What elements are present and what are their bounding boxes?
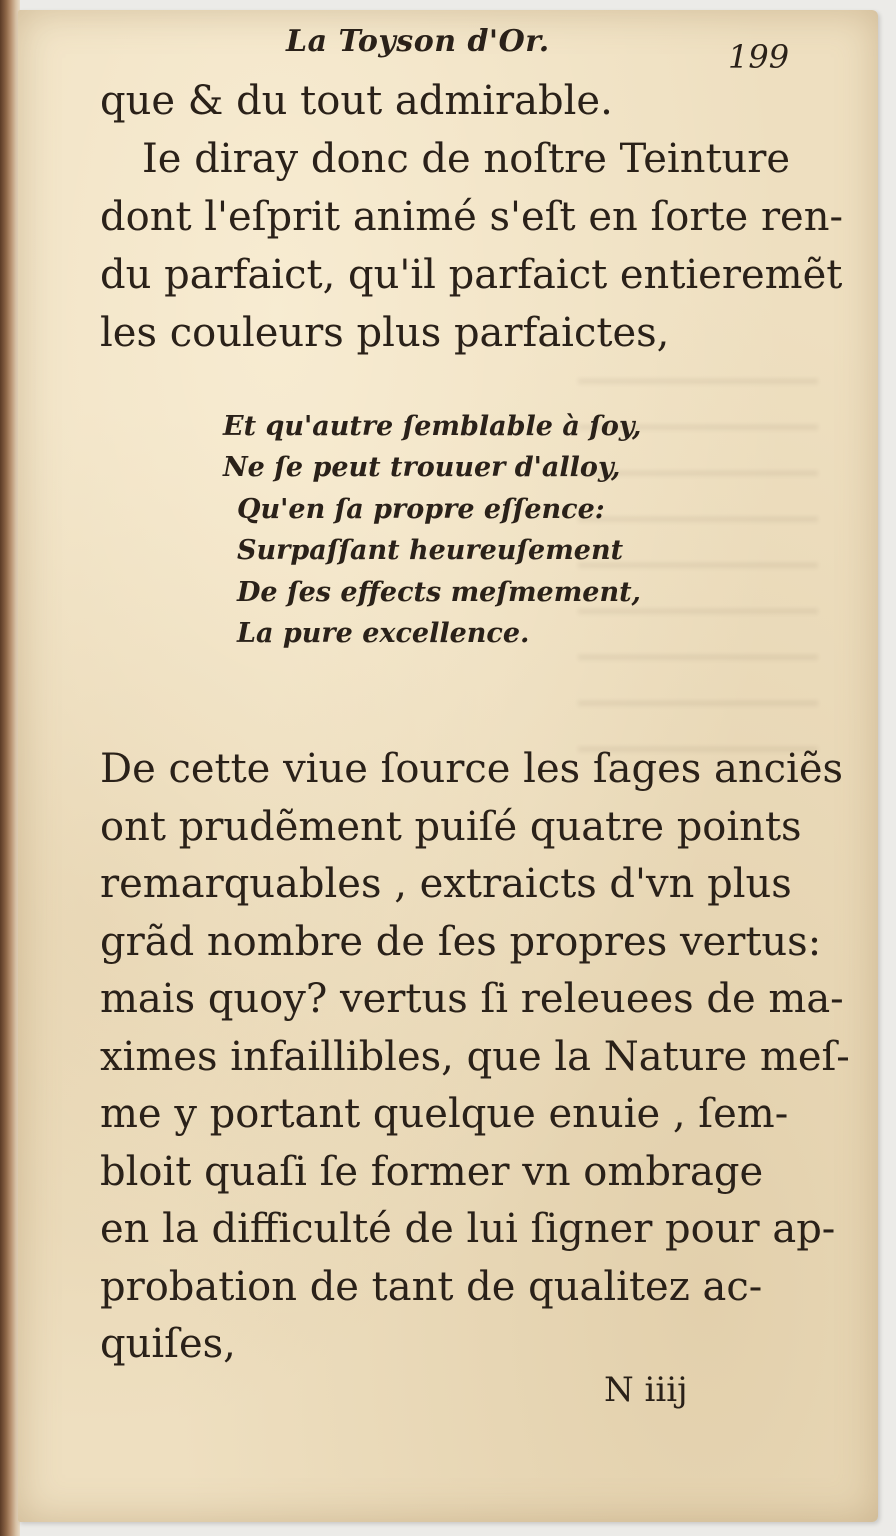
text-line: du parfaict, qu'il parfaict entieremẽt: [100, 252, 843, 298]
text-line: ximes infaillibles, que la Nature meſ-: [100, 1033, 850, 1080]
signature-mark: N iiij: [604, 1370, 688, 1410]
text-line: dont l'eſprit animé s'eſt en ſorte ren-: [100, 194, 844, 240]
book-cover-edge: [0, 0, 20, 1536]
text-line: Ie diray donc de noſtre Teinture: [142, 136, 791, 182]
text-line: me y portant quelque enuie , ſem-: [100, 1091, 789, 1137]
verse-line: La pure excellence.: [237, 617, 530, 649]
verse-line: De ſes effects meſmement,: [237, 576, 641, 608]
text-line: quiſes,: [100, 1321, 236, 1367]
text-line: que & du tout admirable.: [100, 78, 613, 124]
verse-stanza: [223, 406, 641, 654]
verse-line: Qu'en ſa propre eſſence:: [237, 493, 605, 525]
text-line: remarquables , extraicts d'vn plus: [100, 861, 792, 907]
text-line: ont prudẽment puiſé quatre points: [100, 803, 802, 850]
page-number: 199: [728, 38, 790, 76]
verse-line: Et qu'autre ſemblable à ſoy,: [223, 411, 642, 442]
running-title: La Toyson d'Or.: [286, 24, 550, 59]
prose-block-2: [100, 740, 850, 1373]
verse-line: Ne ſe peut trouuer d'alloy,: [223, 452, 621, 484]
verse-line: Surpaſſant heureuſement: [237, 535, 624, 567]
text-line: mais quoy? vertus ſi releuees de ma-: [100, 976, 844, 1022]
text-line: bloit quaſi ſe former vn ombrage: [100, 1148, 764, 1195]
text-line: probation de tant de qualitez ac-: [100, 1263, 763, 1310]
prose-block-1: [100, 72, 844, 362]
text-line: grãd nombre de ſes propres vertus:: [100, 918, 822, 965]
text-line: les couleurs plus parfaictes,: [100, 310, 670, 356]
text-line: en la difficulté de lui ſigner pour ap-: [100, 1206, 836, 1252]
book-page: [18, 10, 878, 1522]
text-line: De cette viue ſource les ſages anciẽs: [100, 746, 844, 792]
